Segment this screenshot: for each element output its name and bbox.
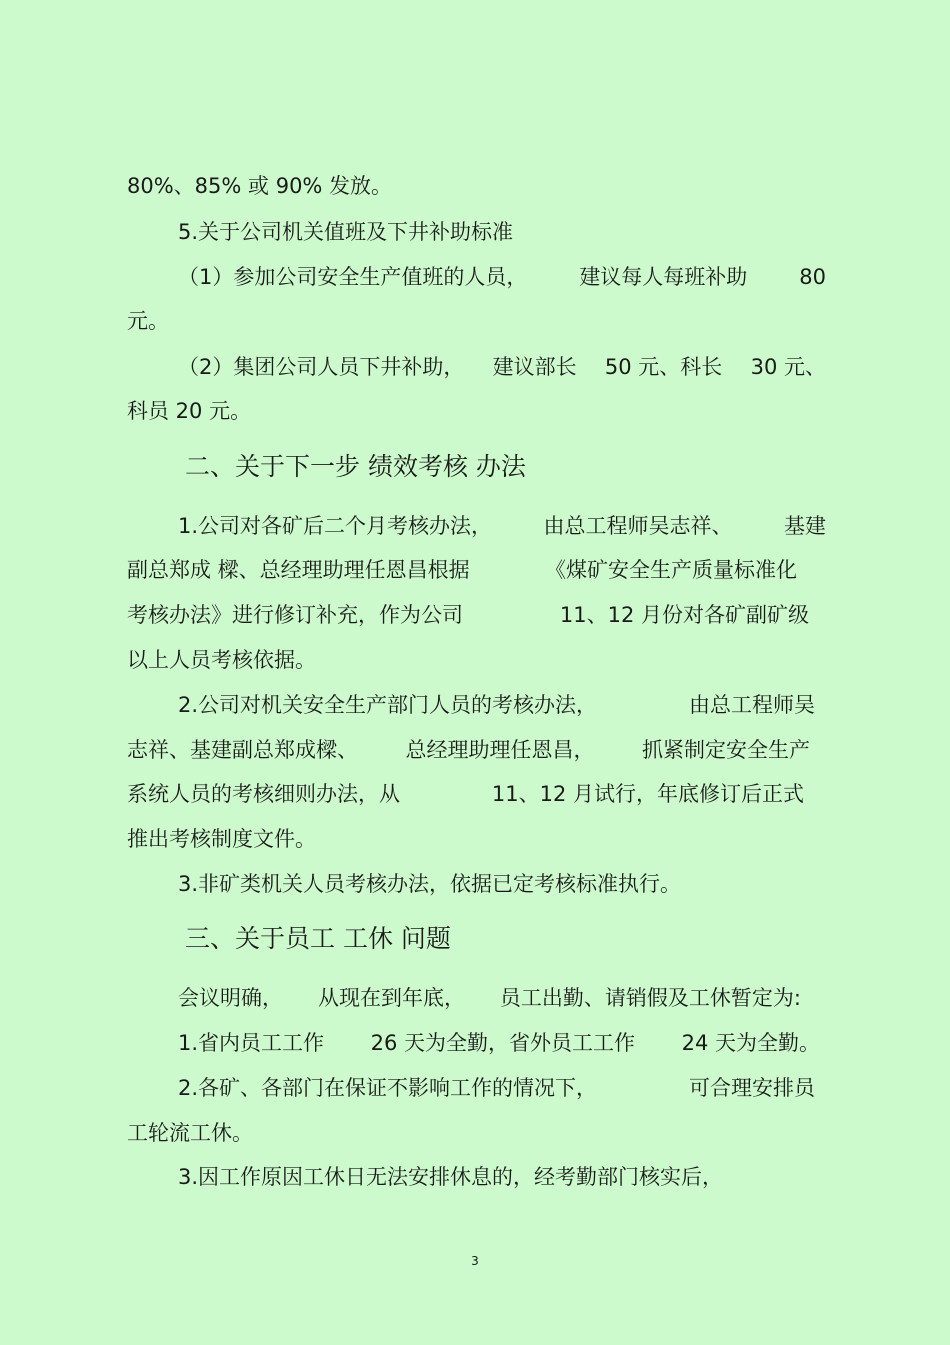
text-segment: 80: [799, 265, 826, 289]
text-segment: 11、12 月试行，年底修订后正式: [491, 782, 804, 806]
text-line: [178, 512, 826, 540]
text-segment: 30 元、: [750, 355, 826, 379]
text-segment: 员工出勤、请销假及工休暂定为:: [499, 986, 801, 1010]
text-segment: 会议明确，: [178, 986, 283, 1010]
text-line: 工轮流工休。: [127, 1121, 253, 1145]
text-segment: 可合理安排员: [689, 1076, 815, 1100]
text-line: [178, 353, 826, 381]
text-segment: 26 天为全勤，省外员工工作: [370, 1031, 636, 1055]
text-segment: 总经理助理任恩昌，: [405, 738, 595, 762]
text-line: 科员 20 元。: [127, 399, 252, 423]
text-segment: 系统人员的考核细则办法，从: [127, 782, 400, 806]
text-segment: 《煤矿安全生产质量标准化: [545, 558, 797, 582]
text-line: [178, 984, 801, 1012]
text-segment: （2）集团公司人员下井补助，: [178, 355, 465, 379]
text-line: 元。: [127, 309, 169, 333]
text-segment: 志祥、基建副总郑成樑、: [127, 738, 358, 762]
text-segment: 50 元、科长: [604, 355, 723, 379]
text-line: 3.非矿类机关人员考核办法，依据已定考核标准执行。: [178, 872, 682, 896]
text-segment: 24 天为全勤。: [681, 1031, 820, 1055]
text-line: 3.因工作原因工休日无法安排休息的，经考勤部门核实后，: [178, 1165, 724, 1189]
text-line: 以上人员考核依据。: [127, 648, 316, 672]
text-line: 推出考核制度文件。: [127, 827, 316, 851]
text-line: 5.关于公司机关值班及下井补助标准: [178, 220, 514, 244]
text-line: [127, 556, 797, 584]
text-segment: 考核办法》进行修订补充，作为公司: [127, 603, 463, 627]
text-line: [178, 1029, 820, 1057]
section-heading: 三、关于员工 工休 问题: [185, 924, 451, 953]
page-number: 3: [471, 1254, 479, 1268]
text-segment: 1.省内员工工作: [178, 1031, 325, 1055]
text-segment: 从现在到年底，: [317, 986, 465, 1010]
text-segment: 副总郑成 樑、总经理助理任恩昌根据: [127, 558, 470, 582]
text-segment: 基建: [783, 514, 826, 538]
text-segment: （1）参加公司安全生产值班的人员，: [178, 265, 528, 289]
text-segment: 由总工程师吴志祥、: [543, 514, 733, 538]
text-line: [178, 691, 815, 719]
section-heading: 二、关于下一步 绩效考核 办法: [185, 452, 526, 481]
text-line: [127, 601, 809, 629]
text-segment: 抓紧制定安全生产: [642, 738, 810, 762]
text-line: [127, 736, 810, 764]
text-segment: 2.各矿、各部门在保证不影响工作的情况下，: [178, 1076, 598, 1100]
text-segment: 2.公司对机关安全生产部门人员的考核办法，: [178, 693, 598, 717]
text-line: [127, 780, 804, 808]
text-segment: 1.公司对各矿后二个月考核办法，: [178, 514, 493, 538]
text-segment: 11、12 月份对各矿副矿级: [559, 603, 809, 627]
text-segment: 建议部长: [492, 355, 577, 379]
text-segment: 由总工程师吴: [689, 693, 815, 717]
text-line: [178, 263, 826, 291]
text-line: 80%、85% 或 90% 发放。: [127, 174, 393, 198]
text-line: [178, 1074, 815, 1102]
text-segment: 建议每人每班补助: [579, 265, 748, 289]
